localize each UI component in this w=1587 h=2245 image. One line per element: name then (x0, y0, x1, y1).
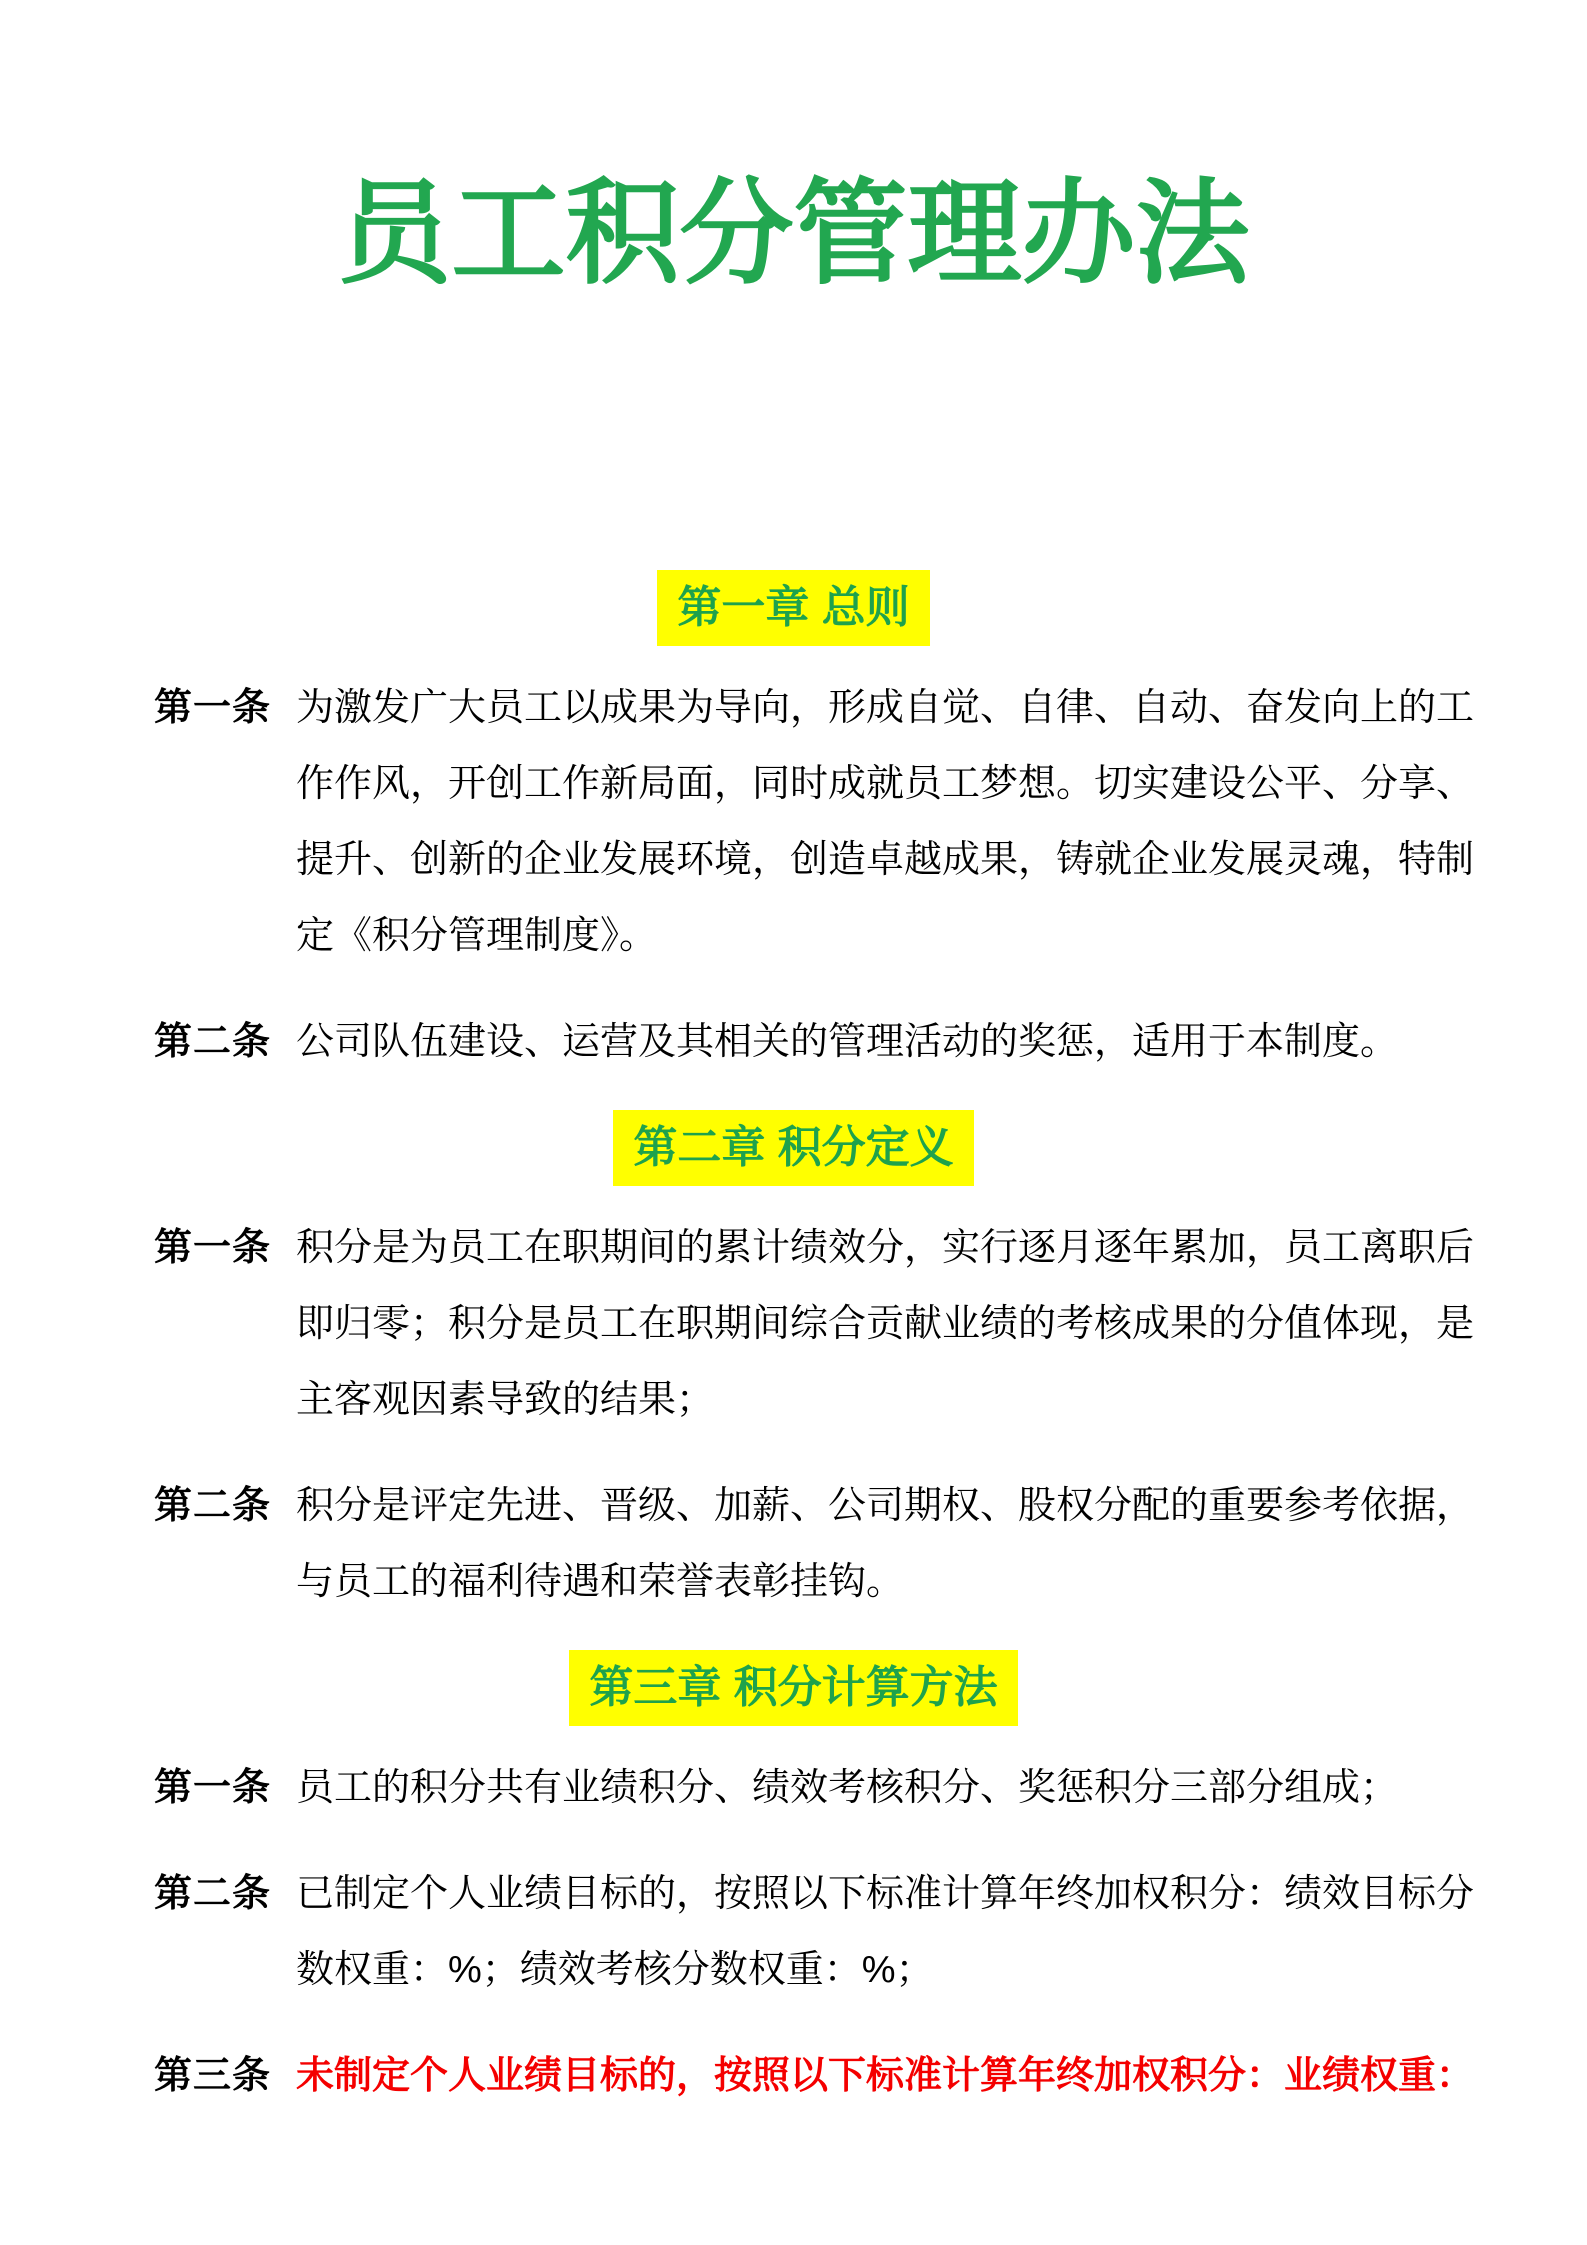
chapter-3-clause-2 (154, 1856, 1492, 2008)
clause-label: 第一条 (154, 687, 272, 729)
chapter-2-heading-row (95, 1110, 1492, 1186)
clause-label: 第二条 (154, 1485, 272, 1527)
clause-body (296, 1004, 1492, 1080)
clause-body (296, 1750, 1492, 1826)
clause-label: 第三条 (154, 2055, 272, 2097)
clause-line: 积分是为员工在职期间的累计绩效分，实行逐月逐年累加，员工离职后 (296, 1227, 1475, 1269)
chapter-1-clause-2 (154, 1004, 1492, 1080)
clause-body (296, 670, 1492, 974)
clause-line: 主客观因素导致的结果； (296, 1379, 715, 1421)
chapter-3-clause-3 (154, 2038, 1492, 2114)
clause-line: 为激发广大员工以成果为导向，形成自觉、自律、自动、奋发向上的工 (296, 687, 1475, 729)
chapter-2 (154, 1110, 1492, 1620)
clause-line: 作作风，开创工作新局面，同时成就员工梦想。切实建设公平、分享、 (296, 763, 1475, 805)
clause-label: 第二条 (154, 1021, 272, 1063)
clause-line: 已制定个人业绩目标的，按照以下标准计算年终加权积分：绩效目标分 (296, 1873, 1475, 1915)
clause-line: 提升、创新的企业发展环境，创造卓越成果，铸就企业发展灵魂，特制 (296, 839, 1475, 881)
clause-body (296, 1210, 1492, 1438)
clause-line: 数权重：%；绩效考核分数权重：%； (296, 1949, 934, 1991)
chapter-1 (154, 570, 1492, 1080)
clause-body (296, 1468, 1492, 1620)
clause-line: 积分是评定先进、晋级、加薪、公司期权、股权分配的重要参考依据， (296, 1485, 1475, 1527)
clause-line: 与员工的福利待遇和荣誉表彰挂钩。 (296, 1561, 905, 1603)
clause-line: 员工的积分共有业绩积分、绩效考核积分、奖惩积分三部分组成； (296, 1767, 1399, 1809)
chapter-1-heading: 第一章 总则 (657, 570, 929, 646)
clause-line-red-emphasis: 未制定个人业绩目标的，按照以下标准计算年终加权积分：业绩权重： (296, 2055, 1475, 2097)
chapter-1-heading-row (95, 570, 1492, 646)
clause-label: 第二条 (154, 1873, 272, 1915)
chapter-1-clause-1 (154, 670, 1492, 974)
clause-line: 即归零；积分是员工在职期间综合贡献业绩的考核成果的分值体现，是 (296, 1303, 1475, 1345)
clause-body (296, 2038, 1492, 2114)
chapter-3 (154, 1650, 1492, 2114)
chapter-3-heading-row (95, 1650, 1492, 1726)
chapter-2-clause-1 (154, 1210, 1492, 1438)
chapter-2-clause-2 (154, 1468, 1492, 1620)
clause-label: 第一条 (154, 1767, 272, 1809)
chapter-2-heading: 第二章 积分定义 (613, 1110, 973, 1186)
clause-line: 公司队伍建设、运营及其相关的管理活动的奖惩，适用于本制度。 (296, 1021, 1399, 1063)
clause-line: 定《积分管理制度》。 (296, 915, 658, 957)
chapter-3-clause-1 (154, 1750, 1492, 1826)
chapter-3-heading: 第三章 积分计算方法 (569, 1650, 1017, 1726)
clause-label: 第一条 (154, 1227, 272, 1269)
document-title: 员工积分管理办法 (337, 171, 1250, 298)
clause-body (296, 1856, 1492, 2008)
